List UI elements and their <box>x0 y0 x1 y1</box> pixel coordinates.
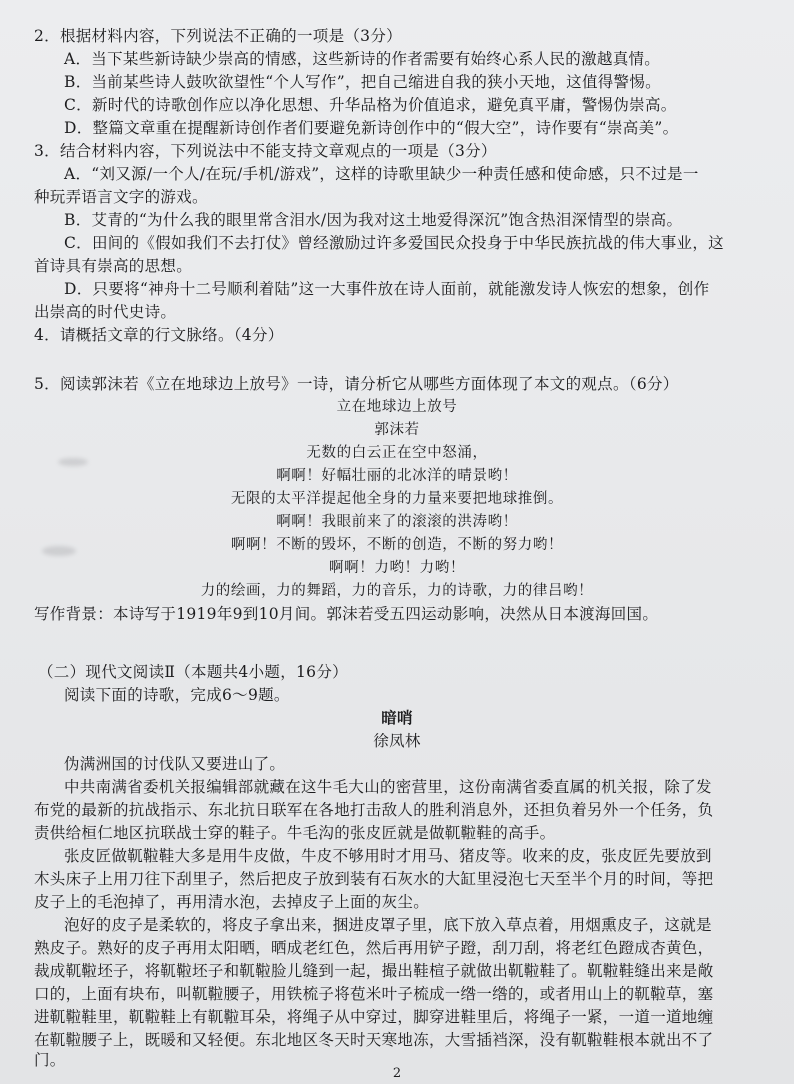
q2-option-c: C．新时代的诗歌创作应以净化思想、升华品格为价值追求，避免真平庸，警惕伪崇高。 <box>64 96 677 114</box>
poem-author: 郭沫若 <box>374 422 420 438</box>
scan-smudge <box>58 458 88 466</box>
article-paragraph-line: 中共南满省委机关报编辑部就藏在这牛毛大山的密营里，这份南满省委直属的机关报，除了发 <box>64 778 712 796</box>
article-paragraph-line: 在靰鞡腰子上，既暖和又轻便。东北地区冬天时天寒地冻，大雪插裆深，没有靰鞡鞋根本就出不了 <box>34 1031 714 1049</box>
poem-background-note: 写作背景：本诗写于1919年9到10月间。郭沫若受五四运动影响，决然从日本渡海回国。 <box>34 605 659 623</box>
article-paragraph-line: 皮子上的毛泡掉了，再用清水泡，去掉皮子上面的灰尘。 <box>34 893 430 911</box>
q2-option-a: A．当下某些新诗缺少崇高的情感，这些新诗的作者需要有始终心系人民的激越真情。 <box>64 50 661 68</box>
q3-option-c-line1: C．田间的《假如我们不去打仗》曾经激励过许多爱国民众投身于中华民族抗战的伟大事业，这 <box>64 234 724 252</box>
q2-option-d: D．整篇文章重在提醒新诗创作者们要避免新诗创作中的“假大空”，诗作要有“崇高美”。 <box>64 119 679 137</box>
q5-stem: 5．阅读郭沫若《立在地球边上放号》一诗，请分析它从哪些方面体现了本文的观点。（6分） <box>34 375 679 393</box>
poem-line: 啊啊！不断的毁坏，不断的创造，不断的努力哟！ <box>230 537 564 553</box>
poem-line: 啊啊！力哟！力哟！ <box>329 560 465 576</box>
poem-line: 力的绘画，力的舞蹈，力的音乐，力的诗歌，力的律吕哟！ <box>200 583 594 599</box>
article-author: 徐凤林 <box>373 732 421 750</box>
q3-stem: 3．结合材料内容，下列说法中不能支持文章观点的一项是（3分） <box>34 142 497 160</box>
article-title: 暗哨 <box>381 708 413 727</box>
q3-option-c-line2: 首诗具有崇高的思想。 <box>34 257 193 275</box>
q4-stem: 4．请概括文章的行文脉络。（4分） <box>34 326 284 344</box>
q2-stem: 2．根据材料内容，下列说法不正确的一项是（3分） <box>34 27 402 45</box>
article-paragraph-line: 张皮匠做靰鞡鞋大多是用牛皮做，牛皮不够用时才用马、猪皮等。收来的皮，张皮匠先要放到 <box>64 847 712 865</box>
article-paragraph-line: 口的，上面有块布，叫靰鞡腰子，用铁梳子将苞米叶子梳成一绺一绺的，或者用山上的靰鞡草，塞 <box>34 985 714 1003</box>
poem-line: 无限的太平洋提起他全身的力量来要把地球推倒。 <box>230 491 564 507</box>
poem-line: 啊啊！我眼前来了的滚滚的洪涛哟！ <box>276 514 518 530</box>
article-paragraph-line: 责供给桓仁地区抗联战士穿的鞋子。牛毛沟的张皮匠就是做靰鞡鞋的高手。 <box>34 824 556 842</box>
section-instruction: 阅读下面的诗歌，完成6～9题。 <box>64 686 290 704</box>
article-paragraph-line: 泡好的皮子是柔软的，将皮子拿出来，捆进皮罩子里，底下放入草点着，用烟熏皮子，这就是 <box>64 916 712 934</box>
article-paragraph-line: 熟皮子。熟好的皮子再用太阳晒，晒成老红色，然后再用铲子蹬，刮刀刮，将老红色蹬成杏黄色， <box>34 939 714 957</box>
q3-option-d-line2: 出崇高的时代史诗。 <box>34 303 177 321</box>
poem-line: 无数的白云正在空中怒涌， <box>306 445 488 461</box>
article-paragraph-line: 进靰鞡鞋里，靰鞡鞋上有靰鞡耳朵，将绳子从中穿过，脚穿进鞋里后，将绳子一紧，一道一道地缠 <box>34 1008 714 1026</box>
q2-option-b: B．当前某些诗人鼓吹欲望性“个人写作”，把自己缩进自我的狭小天地，这值得警惕。 <box>64 73 661 91</box>
article-paragraph-line: 布党的最新的抗战指示、东北抗日联军在各地打击敌人的胜利消息外，还担负着另外一个任务，负 <box>34 801 714 819</box>
q3-option-d-line1: D．只要将“神舟十二号顺利着陆”这一大事件放在诗人面前，就能激发诗人恢宏的想象，创作 <box>64 280 710 298</box>
article-paragraph-line: 门。 <box>34 1051 66 1069</box>
poem-title: 立在地球边上放号 <box>336 399 458 415</box>
q3-option-a-line1: A．“刘又源/一个人/在玩/手机/游戏”，这样的诗歌里缺少一种责任感和使命感，只不过是一 <box>64 165 699 183</box>
scan-smudge <box>42 546 76 556</box>
poem-line: 啊啊！好幅壮丽的北冰洋的晴景哟！ <box>276 468 518 484</box>
q3-option-b: B．艾青的“为什么我的眼里常含泪水/因为我对这土地爱得深沉”饱含热泪深情型的崇高。 <box>64 211 683 229</box>
section-heading: （二）现代文阅读Ⅱ（本题共4小题，16分） <box>38 663 348 681</box>
article-paragraph-line: 木头床子上用刀往下刮里子，然后把皮子放到装有石灰水的大缸里浸泡七天至半个月的时间，等把 <box>34 870 714 888</box>
q3-option-a-line2: 种玩弄语言文字的游戏。 <box>34 188 208 206</box>
article-paragraph-line: 裁成靰鞡坯子，将靰鞡坯子和靰鞡脸儿缝到一起，撮出鞋楦子就做出靰鞡鞋了。靰鞡鞋缝出来是敞 <box>34 962 714 980</box>
page-number: 2 <box>392 1066 402 1081</box>
article-paragraph-line: 伪满洲国的讨伐队又要进山了。 <box>64 755 286 773</box>
